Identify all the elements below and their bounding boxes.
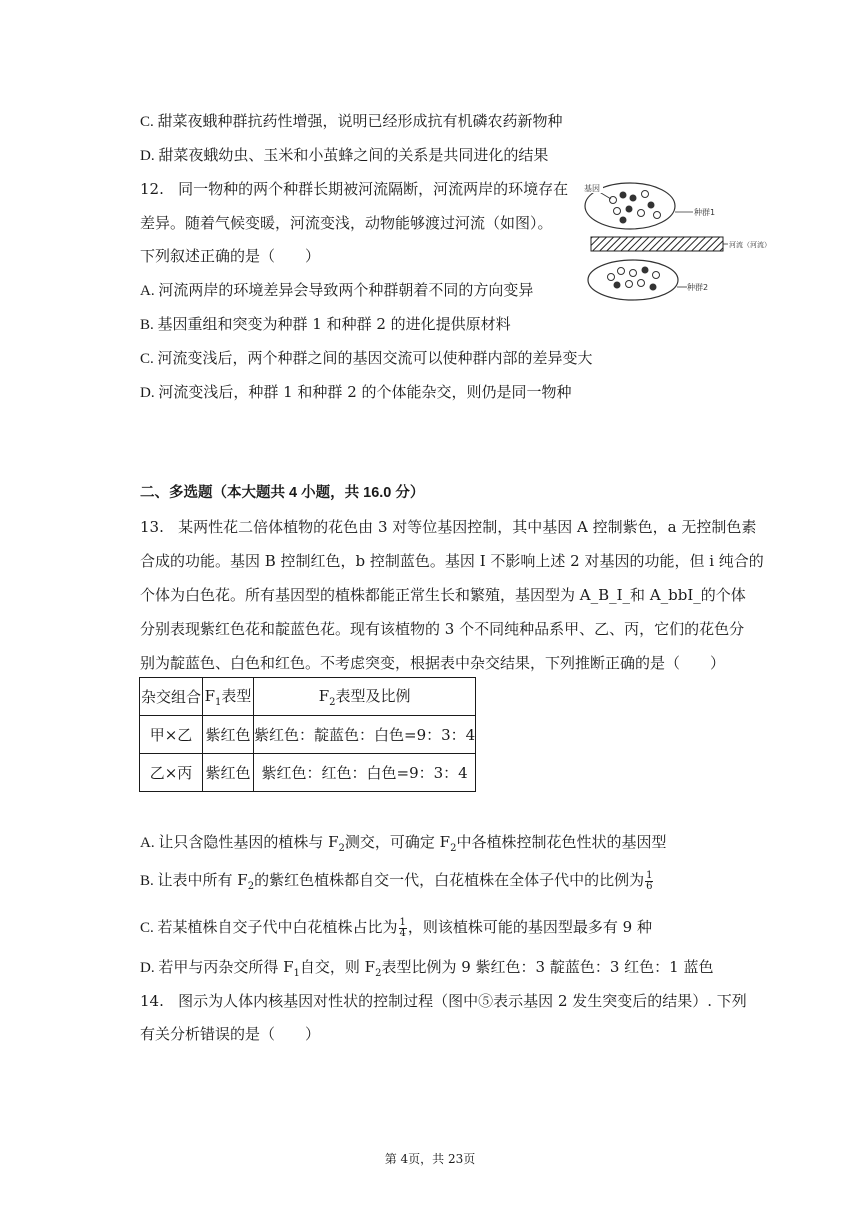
population-2-genes [608,267,660,291]
q13-stem-line4: 分别表现紫红色花和靛蓝色花。现有该植物的 3 个不同纯种品系甲、乙、丙，它们的花色分 [140,620,745,638]
gene-label: 基因 [584,184,600,193]
header-cross: 杂交组合 [140,678,203,716]
q14-stem-line1: 14. 图示为人体内核基因对性状的控制过程（图中⑤表示基因 2 发生突变后的结果）. 下列 [140,992,747,1010]
q12-stem-line3: 下列叙述正确的是（ ） [140,247,321,265]
q12-option-a: A. 河流两岸的环境差异会导致两个种群朝着不同的方向变异 [140,281,534,299]
cell-f1: 紫红色 [203,754,254,792]
population-2-ellipse [588,260,678,300]
cell-cross: 甲×乙 [140,716,203,754]
q11-option-c: C. 甜菜夜蛾种群抗药性增强，说明已经形成抗有机磷农药新物种 [140,112,563,130]
table-row [140,754,476,792]
cell-cross: 乙×丙 [140,754,203,792]
population-river-figure [583,175,783,305]
cell-f1: 紫红色 [203,716,254,754]
q14-stem-line2: 有关分析错误的是（ ） [140,1025,321,1043]
population-2-label: 种群2 [687,283,709,292]
q13-stem-line3: 个体为白色花。所有基因型的植株都能正常生长和繁殖，基因型为 A_B_I_和 A_bbI_的个体 [140,586,746,604]
q13-stem-line5: 别为靛蓝色、白色和红色。不考虑突变，根据表中杂交结果，下列推断正确的是（ ） [140,654,726,672]
q12-stem-line1: 12. 同一物种的两个种群长期被河流隔断，河流两岸的环境存在 [140,180,569,198]
population-1-label: 种群1 [694,208,716,217]
q12-option-d: D. 河流变浅后，种群 1 和种群 2 的个体能杂交，则仍是同一物种 [140,383,572,401]
q12-stem-line2: 差异。随着气候变暖，河流变浅，动物能够渡过河流（如图）。 [140,214,553,232]
q13-option-d: D. 若甲与丙杂交所得 $F_1$自交，则 $F_2$表型比例为 9 紫红色：3 靛蓝色：3 红色：1 蓝色 [140,958,714,979]
table-row [140,716,476,754]
river-bar [591,237,723,251]
header-f1: $F_1$表型 [203,678,254,716]
page-footer: 第 4页，共 23页 [384,1152,476,1166]
header-f2: $F_2$表型及比例 [254,678,476,716]
fraction-one-quarter: $\frac{1}{4}$ [399,916,406,939]
cell-f2: 紫红色：红色：白色=9：3：4 [254,754,476,792]
section-title: 二、多选题（本大题共 4 小题，共 16.0 分） [140,485,425,501]
fraction-one-sixth: $\frac{1}{6}$ [646,869,653,892]
q12-option-c: C. 河流变浅后，两个种群之间的基因交流可以使种群内部的差异变大 [140,349,593,367]
river-label: 河流（河流） [729,241,771,249]
q13-option-a: A. 让只含隐性基因的植株与 $F_2$测交，可确定 $F_2$中各植株控制花色性状的基因型 [140,833,667,854]
cross-result-table [139,677,476,792]
q13-option-c: C. 若某植株自交子代中白花植株占比为 $\frac{1}{4}$ ，则该植株可能的基因型最多有 9 种 [140,916,652,939]
q11-option-d: D. 甜菜夜蛾幼虫、玉米和小茧蜂之间的关系是共同进化的结果 [140,146,549,164]
q12-option-b: B. 基因重组和突变为种群 1 和种群 2 的进化提供原材料 [140,315,511,333]
q13-stem-line2: 合成的功能。基因 B 控制红色，b 控制蓝色。基因 I 不影响上述 2 对基因的功能，但 i 纯合的 [140,552,764,570]
q13-stem-line1: 13. 某两性花二倍体植物的花色由 3 对等位基因控制，其中基因 A 控制紫色，a 无控制色素 [140,518,757,536]
population-1-genes [610,191,661,224]
table-header-row [140,678,476,716]
cell-f2: 紫红色：靛蓝色：白色=9：3：4 [254,716,476,754]
q13-option-b: B. 让表中所有 $F_2$的紫红色植株都自交一代，白花植株在全体子代中的比例为 $\frac{1}{6}$ [140,869,653,892]
